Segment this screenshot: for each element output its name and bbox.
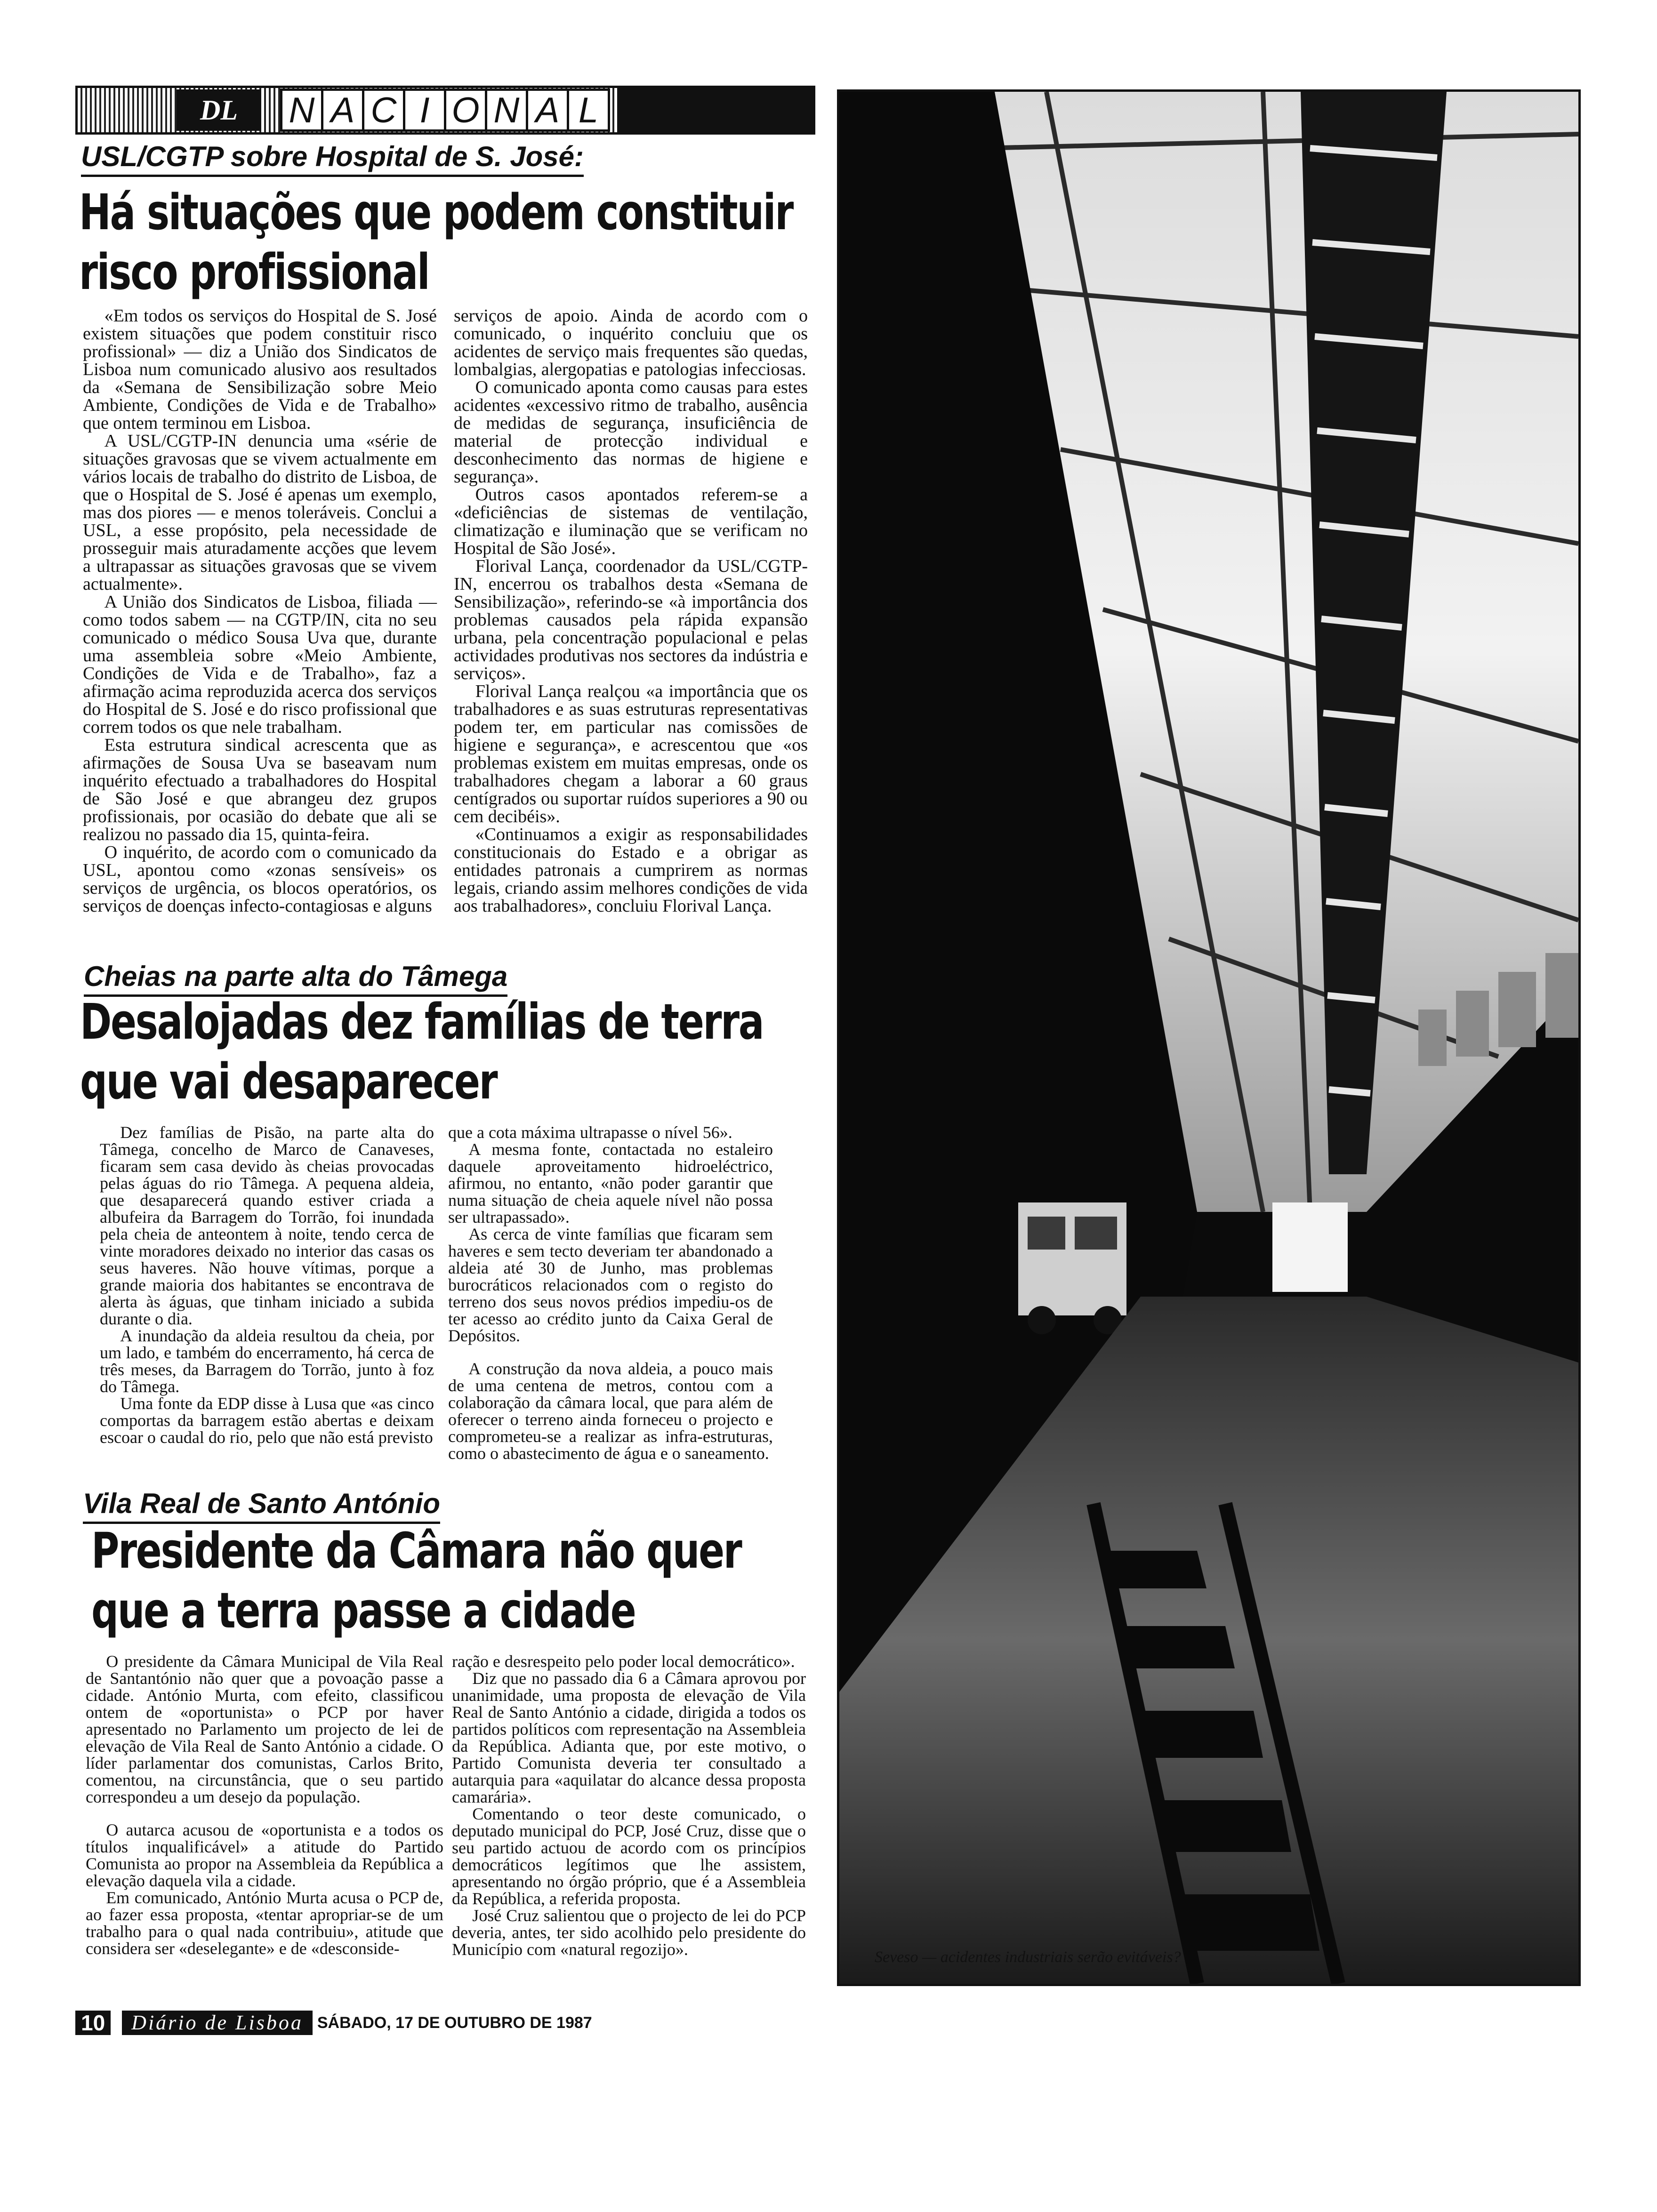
paragraph: «Continuamos a exigir as responsabilidades constitucionais do Estado e a obrigar as entidades patronais a cumprirem as normas legais, criando assim melhores condições de vida aos trabalhadores», concluiu Florival Lança. bbox=[454, 825, 808, 916]
paragraph: «Em todos os serviços do Hospital de S. José existem situações que podem constituir risco profissional» — diz a União dos Sindicatos de Lisboa num comunicado alusivo aos resultados da «Semana de Sensibilização sobre Meio Ambiente, Condições de Vida e de Trabalho» que ontem terminou em Lisboa. bbox=[83, 306, 437, 433]
banner-rule bbox=[617, 88, 813, 132]
article2-headline bbox=[80, 992, 763, 1112]
paragraph: Comentando o teor deste comunicado, o deputado municipal do PCP, José Cruz, disse que o seu partido actuou de acordo com os princípios democráticos legítimos que lhe assistem, apresentando no órgão próprio, que é a Assembleia da República, a referida proposta. bbox=[452, 1804, 806, 1908]
section-title bbox=[280, 88, 608, 132]
page-footer bbox=[75, 2011, 592, 2035]
section-letter: C bbox=[362, 88, 405, 132]
article1-body bbox=[83, 307, 808, 915]
article3-body bbox=[86, 1653, 806, 1958]
paragraph: A USL/CGTP-IN denuncia uma «série de situações gravosas que se vivem actualmente em vários locais de trabalho do distrito de Lisboa, de que o Hospital de S. José é apenas um exemplo, mas dos piores — e menos toleráveis. Conclui a USL, a esse propósito, pela necessidade de prosseguir mais aturadamente acções que levem a ultrapassar as situações gravosas que se vivem actualmente». bbox=[83, 431, 437, 594]
article3-kicker: Vila Real de Santo António bbox=[83, 1487, 440, 1524]
headline-line: Há situações que podem constituir bbox=[79, 184, 793, 241]
paragraph: A mesma fonte, contactada no estaleiro daquele aproveitamento hidroeléctrico, afirmou, no entanto, «não poder garantir que numa situação de cheia aquele nível não possa ser ultrapassado». bbox=[448, 1140, 773, 1226]
paragraph: A inundação da aldeia resultou da cheia, por um lado, e também do encerramento, há cerca de três meses, da Barragem do Torrão, junto à foz do Tâmega. bbox=[100, 1326, 434, 1396]
section-letter: N bbox=[485, 88, 528, 132]
newspaper-logo: DL bbox=[177, 89, 261, 131]
page-number: 10 bbox=[75, 2011, 111, 2035]
article3-headline bbox=[91, 1521, 741, 1641]
paragraph: O autarca acusou de «oportunista e a todos os títulos inqualificável» a atitude do Partido Comunista ao propor na Assembleia da República a elevação daquela vila a cidade. bbox=[86, 1820, 443, 1890]
paragraph: O presidente da Câmara Municipal de Vila Real de Santantónio não quer que a povoação passe a cidade. António Murta, com efeito, classificou ontem de «oportunista» o PCP por haver apresentado no Parlamento um projecto de lei de elevação de Vila Real de Santo António a cidade. O líder parlamentar dos comunistas, Carlos Brito, comentou, na circunstância, que o seu partido correspondeu a um desejo da população. bbox=[86, 1652, 443, 1806]
section-letter: A bbox=[321, 88, 364, 132]
paragraph: A União dos Sindicatos de Lisboa, filiada — como todos sabem — na CGTP/IN, cita no seu comunicado o médico Sousa Uva que, durante uma assembleia sobre «Meio Ambiente, Condições de Vida e de Trabalho», faz a afirmação acima reproduzida acerca dos serviços do Hospital de S. José e do risco profissional que correm todos os que nele trabalham. bbox=[83, 592, 437, 737]
paragraph: Florival Lança realçou «a importância que os trabalhadores e as suas estruturas representativas podem ter, em particular nas comissões de higiene e segurança», e acrescentou que «os problemas existem em muitas empresas, onde os trabalhadores chegam a laborar a 60 graus centígrados ou suportar ruídos superiores a 90 ou cem decibéis». bbox=[454, 681, 808, 826]
paragraph: Florival Lança, coordenador da USL/CGTP-IN, encerrou os trabalhos desta «Semana de Sensibilização», referindo-se «à importância dos problemas causados pela rápida expansão urbana, pela concentração populacional e pelas actividades produtivas nos sectores da indústria e serviços». bbox=[454, 556, 808, 683]
paragraph: Diz que no passado dia 6 a Câmara aprovou por unanimidade, uma proposta de elevação de Vila Real de Santo António a cidade, dirigida a todos os partidos políticos com representação na Assembleia da República. Adianta que, por este motivo, o Partido Comunista deveria ter consultado a autarquia para «aquilatar do alcance dessa proposta camarária». bbox=[452, 1669, 806, 1806]
paragraph: Dez famílias de Pisão, na parte alta do Tâmega, concelho de Marco de Canaveses, ficaram sem casa devido às cheias provocadas pelas águas do rio Tâmega. A pequena aldeia, que desaparecerá quando estiver criada a albufeira da Barragem do Torrão, foi inundada pela cheia de anteontem à noite, tendo cerca de vinte moradores deixado no interior das casas os seus haveres. Não houve vítimas, porque a grande maioria dos habitantes se encontrava de alerta às águas, que tinham iniciado a subida durante o dia. bbox=[100, 1123, 434, 1328]
paragraph: Esta estrutura sindical acrescenta que as afirmações de Sousa Uva se baseavam num inquérito efectuado a trabalhadores do Hospital de São José e que abrangeu dez grupos profissionais, por ocasião do debate que ali se realizou no passado dia 15, quinta-feira. bbox=[83, 735, 437, 844]
headline-line: risco profissional bbox=[79, 243, 429, 301]
headline-line: que vai desaparecer bbox=[80, 1052, 497, 1110]
paragraph: Em comunicado, António Murta acusa o PCP de, ao fazer essa proposta, «tentar apropriar-se de um trabalho para o qual nada contribuiu», atitude que considera ser «deselegante» e de «desconside- bbox=[86, 1888, 443, 1958]
article1-column-2 bbox=[454, 307, 808, 915]
article2-column-2 bbox=[448, 1124, 773, 1462]
article2-kicker: Cheias na parte alta do Tâmega bbox=[84, 960, 507, 997]
photo-caption: Seveso — acidentes industriais serão evitáveis? bbox=[875, 1948, 1181, 1966]
section-letter: N bbox=[280, 88, 323, 132]
headline-line: Presidente da Câmara não quer bbox=[91, 1522, 741, 1579]
article2-body bbox=[100, 1124, 773, 1462]
headline-line: que a terra passe a cidade bbox=[91, 1581, 635, 1639]
paragraph: O inquérito, de acordo com o comunicado da USL, apontou como «zonas sensíveis» os serviços de urgência, os blocos operatórios, os serviços de doenças infecto-contagiosas e alguns bbox=[83, 842, 437, 916]
section-letter: I bbox=[403, 88, 446, 132]
section-letter: A bbox=[526, 88, 569, 132]
paragraph: serviços de apoio. Ainda de acordo com o comunicado, o inquérito concluiu que os acidentes de serviço mais frequentes são quedas, lombalgias, alergopatias e patologias infecciosas. bbox=[454, 306, 808, 379]
paragraph: ração e desrespeito pelo poder local democrático». bbox=[452, 1652, 795, 1671]
article1-headline bbox=[79, 183, 793, 302]
truck-shape bbox=[1018, 1202, 1126, 1334]
section-letter: L bbox=[567, 88, 610, 132]
headline-line: Desalojadas dez famílias de terra bbox=[80, 993, 764, 1050]
issue-date: SÁBADO, 17 DE OUTUBRO DE 1987 bbox=[317, 2013, 592, 2032]
article1-kicker: USL/CGTP sobre Hospital de S. José: bbox=[81, 140, 584, 177]
section-letter: O bbox=[444, 88, 487, 132]
photo-illustration bbox=[839, 92, 1578, 1984]
factory-hall-photo bbox=[837, 89, 1581, 1986]
masthead: Diário de Lisboa bbox=[122, 2011, 313, 2035]
article1-column-1 bbox=[83, 307, 437, 915]
paragraph: que a cota máxima ultrapasse o nível 56». bbox=[448, 1123, 732, 1142]
paragraph: Outros casos apontados referem-se a «deficiências de sistemas de ventilação, climatização e iluminação que se verificam no Hospital de São José». bbox=[454, 485, 808, 558]
paragraph: Uma fonte da EDP disse à Lusa que «as cinco comportas da barragem estão abertas e deixam escoar o caudal do rio, pelo que não está previsto bbox=[100, 1394, 434, 1447]
article2-column-1 bbox=[100, 1124, 434, 1462]
article3-column-2 bbox=[452, 1653, 806, 1958]
section-banner bbox=[75, 86, 815, 135]
paragraph: O comunicado aponta como causas para estes acidentes «excessivo ritmo de trabalho, ausência de medidas de segurança, insuficiência de material de protecção individual e desconhecimento das normas de higiene e segurança». bbox=[454, 377, 808, 487]
paragraph: A construção da nova aldeia, a pouco mais de uma centena de metros, contou com a colaboração da câmara local, que para além de oferecer o terreno ainda forneceu o projecto e comprometeu-se a realizar as infra-estruturas, como o abastecimento de água e o saneamento. bbox=[448, 1359, 773, 1463]
paragraph: José Cruz salientou que o projecto de lei do PCP deveria, antes, ter sido acolhido pelo presidente do Município com «natural regozijo». bbox=[452, 1906, 806, 1959]
article3-column-1 bbox=[86, 1653, 443, 1958]
paragraph: As cerca de vinte famílias que ficaram sem haveres e sem tecto deveriam ter abandonado a aldeia até 30 de Junho, mas problemas burocráticos relacionados com o registo do terreno dos seus novos prédios impediu-os de ter acesso ao crédito junto da Caixa Geral de Depósitos. bbox=[448, 1225, 773, 1345]
